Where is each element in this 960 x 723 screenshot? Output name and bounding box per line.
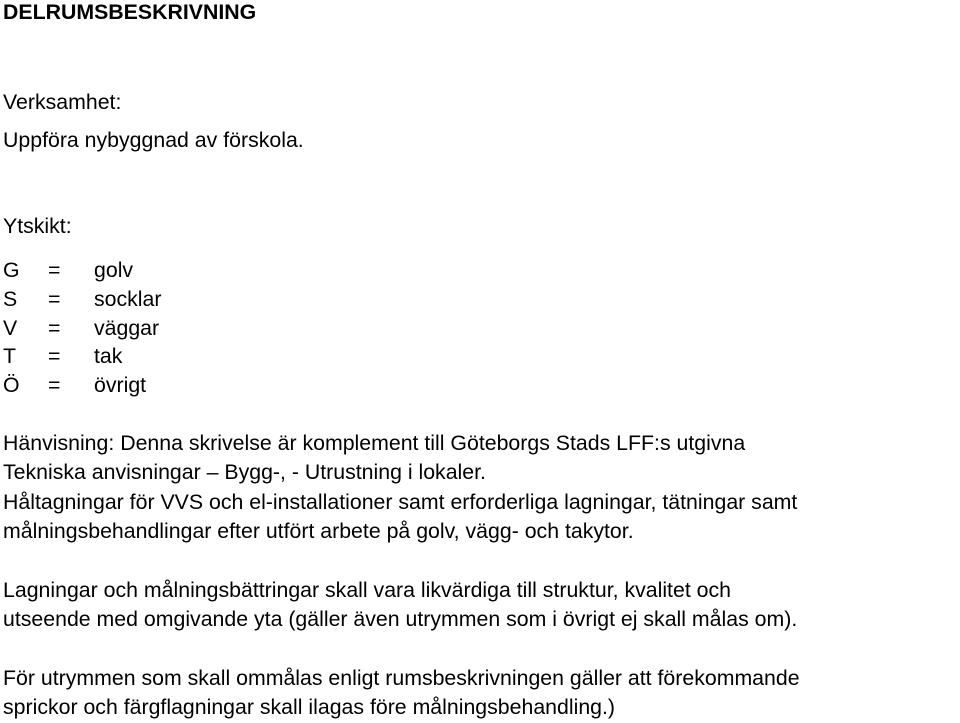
surface-code: V [3,316,18,340]
repaint-line: sprickor och färgflagningar skall ilagas före målningsbehandling.) [3,695,616,719]
surface-code-description: väggar [94,316,160,340]
activity-value: Uppföra nybyggnad av förskola. [3,128,304,152]
repaint-line: För utrymmen som skall ommålas enligt rumsbeskrivningen gäller att förekommande [3,666,800,690]
openings-line: målningsbehandlingar efter utfört arbete på golv, vägg- och takytor. [3,519,634,543]
equals-sign: = [48,316,61,340]
surface-code: T [3,344,17,368]
document-title: DELRUMSBESKRIVNING [3,0,257,24]
equals-sign: = [48,258,61,282]
equals-sign: = [48,287,61,311]
repairs-line: utseende med omgivande yta (gäller även utrymmen som i övrigt ej skall målas om). [3,607,798,631]
surface-code-description: socklar [94,287,162,311]
surface-code-description: golv [94,258,134,282]
equals-sign: = [48,373,61,397]
equals-sign: = [48,344,61,368]
openings-line: Håltagningar för VVS och el-installationer samt erforderliga lagningar, tätningar samt [3,490,798,514]
surface-code: G [3,258,20,282]
surface-code: Ö [3,373,20,397]
reference-line: Hänvisning: Denna skrivelse är komplement till Göteborgs Stads LFF:s utgivna [3,431,746,455]
repairs-line: Lagningar och målningsbättringar skall vara likvärdiga till struktur, kvalitet och [3,578,731,602]
surface-code: S [3,287,18,311]
surface-code-description: övrigt [94,373,147,397]
surface-code-description: tak [94,344,123,368]
reference-line: Tekniska anvisningar – Bygg-, - Utrustning i lokaler. [3,460,486,484]
activity-label: Verksamhet: [3,90,122,114]
surface-label: Ytskikt: [3,214,72,238]
